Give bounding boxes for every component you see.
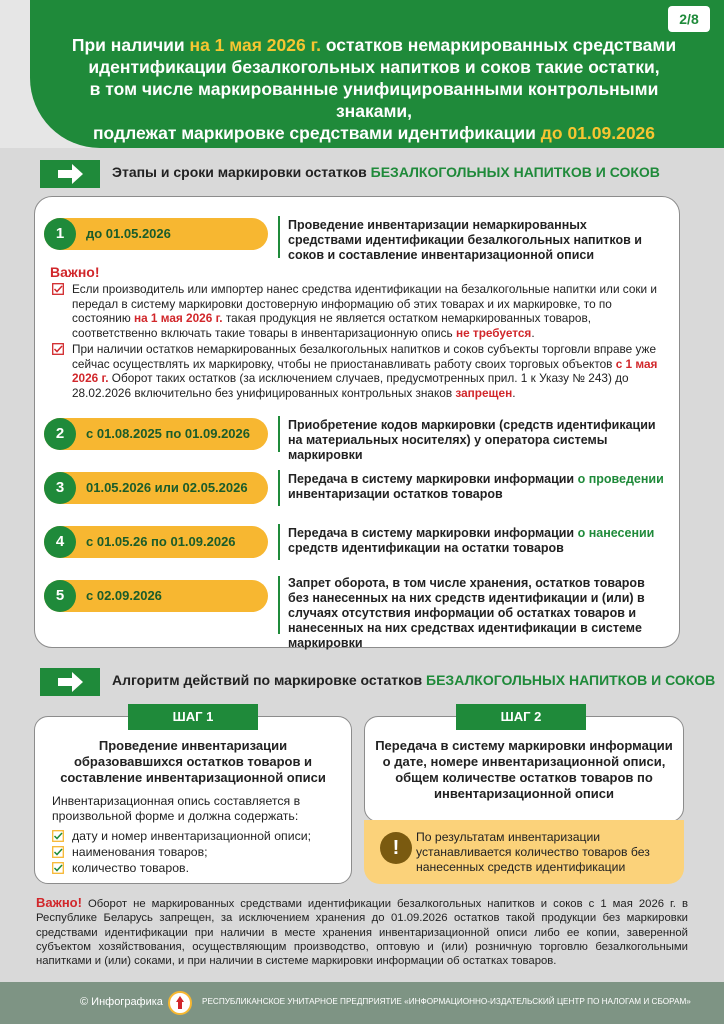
footer-publisher: РЕСПУБЛИКАНСКОЕ УНИТАРНОЕ ПРЕДПРИЯТИЕ «ИНФОРМАЦИОННО-ИЗДАТЕЛЬСКИЙ ЦЕНТР ПО НАЛОГАМ И СБОРАМ»: [202, 997, 691, 1006]
step-1-title: Проведение инвентаризации образовавшихся остатков товаров и составление инвентаризационной описи: [60, 738, 326, 785]
header-title: При наличии на 1 мая 2026 г. остатков немаркированных средствами идентификации безалкогольных напитков и соков такие остатки, в том числе маркированные унифицированными контрольными знаками, подлежат маркировке средствами идентификации до 01.09.2026: [71, 35, 677, 143]
important-item-2: При наличии остатков немаркированных безалкогольных напитков и соков субъекты торговли вправе уже сейчас осуществлять их маркировку, чтобы не приостанавливать работу своих торговых объектов с 1 мая 2026 г. Оборот таких остатков (за исключением случаев, предусмотренных прил. 1 к Указу № 243) до 28.02.2026 включительно без унифицированных контрольных знаков запрещен.: [52, 342, 664, 400]
section-stages-heading: Этапы и сроки маркировки остатков БЕЗАЛКОГОЛЬНЫХ НАПИТКОВ И СОКОВ: [40, 160, 690, 188]
exclamation-icon: !: [380, 832, 412, 864]
checkbox-icon: [52, 830, 64, 842]
stage-2-text: Приобретение кодов маркировки (средств идентификации на материальных носителях) у оператора системы маркировки: [288, 418, 656, 462]
stage-4-pill: 4 с 01.05.26 по 01.09.2026: [44, 526, 268, 558]
arrow-right-icon: [40, 160, 100, 188]
step-1-desc: Инвентаризационная опись составляется в произвольной форме и должна содержать:: [52, 794, 301, 823]
stage-1-text: Проведение инвентаризации немаркированных средствами идентификации безалкогольных напитков и соков и составление инвентаризационной описи: [288, 218, 642, 262]
header: [0, 0, 724, 148]
stage-1-pill: 1 до 01.05.2026: [44, 218, 268, 250]
footer: [0, 982, 724, 1024]
important-title: Важно!: [50, 264, 100, 280]
checkbox-icon: [52, 283, 64, 295]
stage-3-pill: 3 01.05.2026 или 02.05.2026: [44, 472, 268, 504]
step-2-title: Передача в систему маркировки информации о дате, номере инвентаризационной описи, общем количестве остатков товаров по инвентаризационной описи: [375, 738, 673, 801]
stage-4-text: Передача в систему маркировки информации о нанесении средств идентификации на остатки товаров: [288, 526, 655, 555]
step-1-tab: ШАГ 1: [128, 704, 258, 730]
important-item-1: Если производитель или импортер нанес средства идентификации на безалкогольные напитки или соки и передал в систему маркировки достоверную информацию об этих товарах и их маркировке, то по состоянию на 1 мая 2026 г. такая продукция не является остатком немаркированных товаров, соответственно включать такие товары в инвентаризационную опись не требуется.: [52, 282, 664, 340]
step-2-tab: ШАГ 2: [456, 704, 586, 730]
page-number: 2/8: [668, 6, 710, 32]
step-2-note: ! По результатам инвентаризации устанавливается количество товаров без нанесенных средств идентификации: [364, 820, 684, 884]
list-item: количество товаров.: [52, 860, 342, 876]
step-1-list: [52, 828, 342, 876]
stage-5-text: Запрет оборота, в том числе хранения, остатков товаров без нанесенных на них средств идентификации и (или) в случаях отсутствия информации об остатках товаров и нанесенных на них средствах идентификации в системе маркировки: [288, 576, 645, 650]
checkbox-icon: [52, 846, 64, 858]
arrow-right-icon: [40, 668, 100, 696]
bottom-important: Важно! Оборот не маркированных средствами идентификации безалкогольных напитков и соков с 1 мая 2026 г. в Республике Беларусь запрещен, за исключением хранения до 01.09.2026 остатков такой продукции без маркировки средствами идентификации при наличии в месте хранения инвентаризационной описи либо ее копии, заверенной субъектом хозяйствования, осуществляющим производство, оптовую и (или) розничную торговлю безалкогольными напитками и (или) соками, и при наличии в системе маркировки информации об остатках товаров.: [36, 895, 688, 968]
stage-2-pill: 2 с 01.08.2025 по 01.09.2026: [44, 418, 268, 450]
checkbox-icon: [52, 862, 64, 874]
list-item: дату и номер инвентаризационной описи;: [52, 828, 342, 844]
checkbox-icon: [52, 343, 64, 355]
footer-copyright: © Инфографика: [80, 996, 163, 1008]
list-item: наименования товаров;: [52, 844, 342, 860]
section-algorithm-heading: Алгоритм действий по маркировке остатков БЕЗАЛКОГОЛЬНЫХ НАПИТКОВ И СОКОВ: [40, 668, 690, 696]
logo-icon: [168, 991, 192, 1015]
stage-5-pill: 5 с 02.09.2026: [44, 580, 268, 612]
stage-3-text: Передача в систему маркировки информации о проведении инвентаризации остатков товаров: [288, 472, 664, 501]
